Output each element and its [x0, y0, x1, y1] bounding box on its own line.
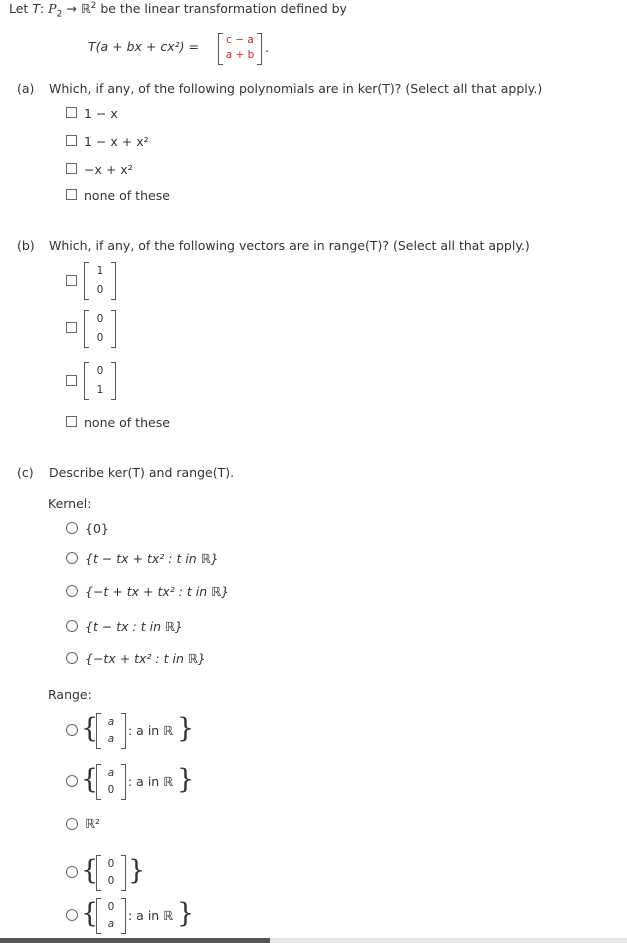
range-option-2-suffix: : a in ℝ: [128, 774, 174, 789]
kernel-radio-4[interactable]: [66, 620, 78, 632]
kernel-option-3: {−t + tx + tx² : t in ℝ}: [85, 584, 230, 599]
range-vector-1-top: a: [107, 716, 115, 728]
part-b-vector-2: [84, 310, 116, 348]
range-vector-2: [96, 764, 126, 800]
part-b-option-none: none of these: [84, 415, 170, 430]
range-vector-2-bottom: 0: [107, 784, 115, 796]
part-b-checkbox-1[interactable]: [66, 275, 77, 286]
part-b-vector-1: [84, 262, 116, 300]
range-option-1-suffix: : a in ℝ: [128, 723, 174, 738]
intro-codomain: ℝ: [80, 1, 91, 17]
part-c-label: (c): [17, 465, 34, 480]
range-vector-5-top: 0: [107, 901, 115, 913]
definition-lhs: T(a + bx + cx²) =: [88, 39, 199, 54]
kernel-option-5: {−tx + tx² : t in ℝ}: [85, 651, 206, 666]
kernel-radio-2[interactable]: [66, 552, 78, 564]
intro-T: T: [32, 1, 40, 17]
part-b-vector-2-bottom: 0: [96, 332, 104, 344]
part-a-option-none: none of these: [84, 188, 170, 203]
definition-bottom: a + b: [225, 49, 255, 61]
range-vector-2-top: a: [107, 767, 115, 779]
range-vector-4-bottom: 0: [107, 875, 115, 887]
kernel-radio-3[interactable]: [66, 585, 78, 597]
part-b-vector-3-top: 0: [96, 365, 104, 377]
part-a-checkbox-none[interactable]: [66, 189, 77, 200]
part-a-checkbox-1[interactable]: [66, 107, 77, 118]
intro-domain: P: [48, 1, 57, 17]
part-b-vector-1-bottom: 0: [96, 284, 104, 296]
range-radio-3[interactable]: [66, 818, 78, 830]
range-vector-4-top: 0: [107, 858, 115, 870]
intro-domain-sub: 2: [56, 9, 63, 20]
range-vector-1-bottom: a: [107, 733, 115, 745]
part-b-checkbox-2[interactable]: [66, 322, 77, 333]
intro-codomain-sup: 2: [90, 1, 97, 11]
range-label: Range:: [48, 687, 92, 702]
part-b-label: (b): [17, 238, 35, 253]
part-a-option-3: −x + x²: [84, 162, 133, 177]
range-vector-5: [96, 898, 126, 934]
part-b-checkbox-none[interactable]: [66, 416, 77, 427]
horizontal-scrollbar[interactable]: [0, 938, 627, 943]
range-vector-1: [96, 713, 126, 749]
kernel-radio-5[interactable]: [66, 652, 78, 664]
range-radio-2[interactable]: [66, 775, 78, 787]
definition-vector: [218, 33, 262, 65]
part-b-question: Which, if any, of the following vectors are in range(T)? (Select all that apply.): [49, 238, 530, 253]
range-option-4-open-brace: {: [81, 855, 99, 886]
part-a-checkbox-2[interactable]: [66, 135, 77, 146]
kernel-option-1: {0}: [85, 521, 109, 536]
range-option-5-open-brace: {: [81, 898, 99, 929]
range-option-1-open-brace: {: [81, 713, 99, 744]
range-radio-1[interactable]: [66, 724, 78, 736]
part-b-vector-2-top: 0: [96, 313, 104, 325]
part-a-label: (a): [17, 81, 35, 96]
intro-arrow: →: [62, 1, 81, 17]
kernel-label: Kernel:: [48, 496, 92, 511]
part-b-vector-1-top: 1: [96, 265, 104, 277]
range-option-3: ℝ²: [85, 816, 100, 831]
part-a-question: Which, if any, of the following polynomials are in ker(T)? (Select all that apply.): [49, 81, 543, 96]
range-radio-4[interactable]: [66, 866, 78, 878]
part-b-checkbox-3[interactable]: [66, 375, 77, 386]
intro-colon: :: [39, 1, 49, 17]
range-vector-4: [96, 855, 126, 891]
problem-intro: [9, 1, 347, 20]
range-option-5-suffix: : a in ℝ: [128, 908, 174, 923]
part-c-question: Describe ker(T) and range(T).: [49, 465, 235, 480]
definition-top: c − a: [226, 34, 254, 46]
part-b-vector-3-bottom: 1: [96, 384, 104, 396]
kernel-option-4: {t − tx : t in ℝ}: [85, 619, 183, 634]
range-radio-5[interactable]: [66, 909, 78, 921]
range-option-1-close-brace: }: [177, 713, 195, 744]
part-a-checkbox-3[interactable]: [66, 163, 77, 174]
intro-prefix: Let: [9, 1, 33, 17]
range-option-5-close-brace: }: [177, 898, 195, 929]
definition-end: .: [265, 40, 269, 55]
kernel-radio-1[interactable]: [66, 522, 78, 534]
kernel-option-2: {t − tx + tx² : t in ℝ}: [85, 551, 219, 566]
range-option-2-open-brace: {: [81, 764, 99, 795]
range-option-4-close-brace: }: [128, 855, 146, 886]
scrollbar-thumb[interactable]: [0, 938, 270, 943]
range-vector-5-bottom: a: [107, 918, 115, 930]
part-b-vector-3: [84, 362, 116, 400]
part-a-option-2: 1 − x + x²: [84, 134, 149, 149]
part-a-option-1: 1 − x: [84, 106, 118, 121]
range-option-2-close-brace: }: [177, 764, 195, 795]
intro-suffix: be the linear transformation defined by: [96, 1, 347, 17]
